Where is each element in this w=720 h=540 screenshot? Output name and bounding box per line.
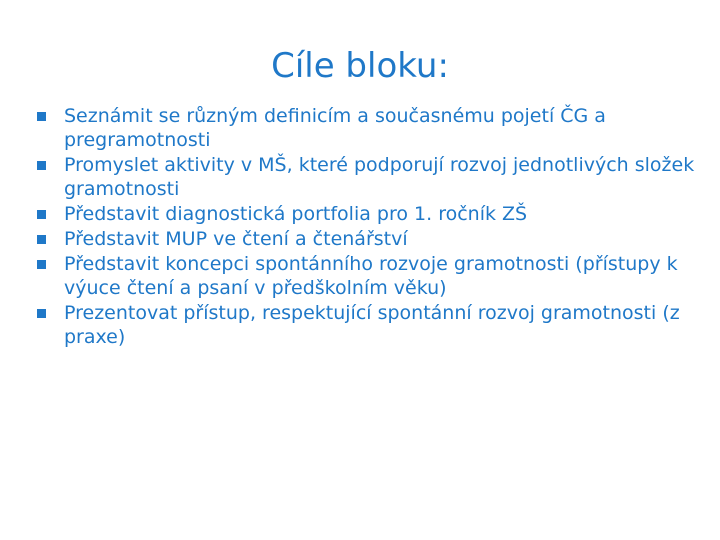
bullet-text: Seznámit se různým definicím a současnému pojetí ČG a pregramotnosti [64,105,606,151]
bullet-item [36,202,696,226]
bullet-text: Představit diagnostická portfolia pro 1. ročník ZŠ [64,203,528,225]
bullet-text: Představit koncepci spontánního rozvoje gramotnosti (přístupy k výuce čtení a psaní v předškolním věku) [64,253,678,299]
bullet-item [36,153,696,201]
square-bullet-icon [36,227,64,251]
bullet-list [36,104,696,350]
bullet-item [36,227,696,251]
square-bullet-icon [36,202,64,226]
bullet-item [36,252,696,300]
bullet-text: Prezentovat přístup, respektující spontánní rozvoj gramotnosti (z praxe) [64,302,680,348]
bullet-item [36,104,696,152]
bullet-item [36,301,696,349]
square-bullet-icon [36,252,64,276]
bullet-text: Představit MUP ve čtení a čtenářství [64,228,408,250]
square-bullet-icon [36,153,64,177]
bullet-text: Promyslet aktivity v MŠ, které podporují rozvoj jednotlivých složek gramotnosti [64,154,695,200]
slide-title: Cíle bloku: [271,46,449,86]
square-bullet-icon [36,301,64,325]
square-bullet-icon [36,104,64,128]
